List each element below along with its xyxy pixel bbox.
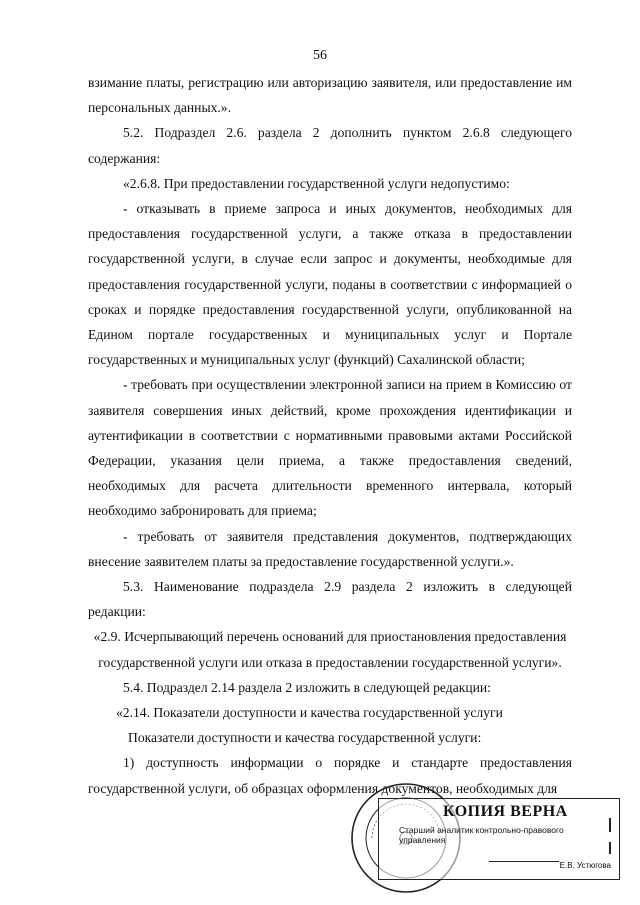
paragraph: - требовать при осуществлении электронной записи на прием в Комиссию от заявителя совершения иных действий, кроме прохождения идентификации и аутентификации в соответствии с нормативными правовыми актами Российской Федерации, указания цели приема, а также предоставления сведений, необходимых для расчета длительности временного интервала, который необходимо забронировать для приема;: [88, 377, 572, 519]
certified-copy-stamp: [348, 780, 628, 890]
paragraph: 5.4. Подраздел 2.14 раздела 2 изложить в следующей редакции:: [123, 679, 491, 695]
stamp-title: КОПИЯ ВЕРНА: [443, 803, 568, 820]
paragraph: «2.6.8. При предоставлении государственной услуги недопустимо:: [123, 175, 510, 191]
paragraph: взимание платы, регистрацию или авторизацию заявителя, или предоставление им персональных данных.».: [88, 75, 572, 116]
paragraph: «2.14. Показатели доступности и качества государственной услуги: [116, 705, 503, 721]
stamp-position: Старший аналитик контрольно-правового управления: [399, 825, 564, 845]
paragraph: - отказывать в приеме запроса и иных документов, необходимых для предоставления государственной услуги, а также отказа в предоставлении государственной услуги, в случае если запрос и документы, необходимые для предоставления государственной услуги, поданы в соответствии с информацией о сроках и порядке предоставления государственной услуги, опубликованной на Едином портале государственных и муниципальных услуг и Портале государственных и муниципальных услуг (функций) Сахалинской области;: [88, 201, 572, 368]
paragraph: 5.2. Подраздел 2.6. раздела 2 дополнить пунктом 2.6.8 следующего содержания:: [88, 125, 572, 166]
paragraph-heading-quote: «2.9. Исчерпывающий перечень оснований для приостановления предоставления государственной услуги или отказа в предоставлении государственной услуги».: [93, 629, 567, 670]
paragraph: - требовать от заявителя представления документов, подтверждающих внесение заявителем платы за предоставление государственной услуги.».: [88, 528, 572, 569]
stamp-signer-name: Е.В. Устюгова: [559, 861, 611, 870]
margin-mark: [609, 818, 611, 832]
paragraph: 5.3. Наименование подраздела 2.9 раздела 2 изложить в следующей редакции:: [88, 579, 572, 620]
page-number: 56: [313, 48, 327, 63]
paragraph: Показатели доступности и качества государственной услуги:: [128, 730, 482, 746]
paragraph: 1) доступность информации о порядке и стандарте предоставления государственной услуги, об образцах оформления документов, необходимых для: [88, 755, 572, 796]
body-text: [88, 70, 572, 801]
signature-line: [489, 861, 559, 862]
margin-mark: [609, 842, 611, 854]
stamp-box: [378, 798, 620, 880]
